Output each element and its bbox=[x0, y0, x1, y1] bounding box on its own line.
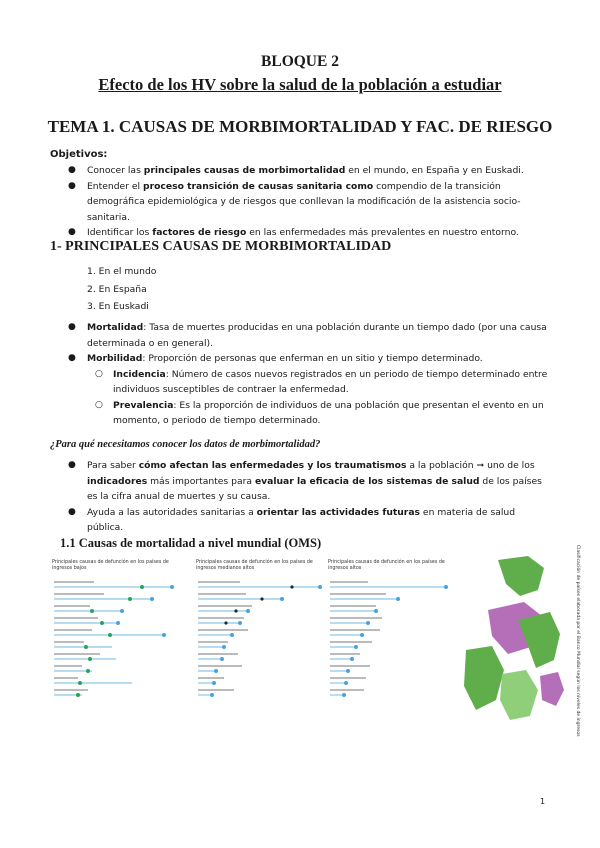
list-item: ● Entender el proceso transición de causas sanitaria como compendio de la transición demográfica epidemiológica y de riesgos que conllevan la modificación de la asistencia socio-sanitaria. bbox=[68, 180, 521, 223]
chart-high-income bbox=[328, 560, 456, 712]
chart-title: Principales causas de defunción en los países de ingresos altos bbox=[328, 560, 445, 571]
objetivos-list bbox=[50, 163, 550, 241]
definition-mortalidad: ● Mortalidad: Tasa de muertes producidas en una población durante un tiempo dado (por una causa determinada o en general). bbox=[68, 322, 547, 349]
list-item: 3. En Euskadi bbox=[87, 301, 149, 312]
list-item: ● Ayuda a las autoridades sanitarias a orientar las actividades futuras en materia de salud pública. bbox=[68, 506, 516, 533]
list-item: ● Para saber cómo afectan las enfermedades y los traumatismos a la población ➞ uno de los indicadores más importantes para evaluar la eficacia de los sistemas de salud de los países es la cifra anual de muertes y su causa. bbox=[68, 460, 542, 502]
bloque-heading: BLOQUE 2 bbox=[261, 53, 339, 70]
chart-upper-middle-plot bbox=[196, 578, 324, 712]
income-classification-map bbox=[458, 550, 568, 728]
list-item: 1. En el mundo bbox=[87, 266, 157, 277]
question-heading: ¿Para qué necesitamos conocer los datos de morbimortalidad? bbox=[50, 439, 321, 450]
chart-low-income bbox=[52, 560, 180, 712]
map-title: Clasificación de países elaborada por el Banco Mundial según los niveles de ingresos bbox=[575, 545, 580, 737]
chart-title: Principales causas de defunción en los países de ingresos medianos altos bbox=[196, 560, 313, 571]
tema-heading: TEMA 1. CAUSAS DE MORBIMORTALIDAD Y FAC. DE RIESGO bbox=[47, 117, 553, 136]
list-item: ● Identificar los factores de riesgo en las enfermedades más prevalentes en nuestro entorno. bbox=[68, 227, 519, 238]
list-item: ● Conocer las principales causas de morbimortalidad en el mundo, en España y en Euskadi. bbox=[68, 165, 524, 176]
chart-low-income-plot bbox=[52, 578, 180, 712]
chart-upper-middle-income bbox=[196, 560, 324, 712]
definition-morbilidad: ● Morbilidad: Proporción de personas que enferman en un sitio y tiempo determinado. ○ Incidencia: Número de casos nuevos registrados en un periodo de tiempo determinado entre individuos susceptibles de contraer la enfermedad. ○ Prevalencia: Es la proporción de individuos de una población que presentan el evento en un momento, o periodo de tiempo determinado. bbox=[50, 351, 550, 429]
chart-high-income-plot bbox=[328, 578, 456, 712]
document-subtitle: Efecto de los HV sobre la salud de la población a estudiar bbox=[98, 75, 502, 94]
section-heading: 1- PRINCIPALES CAUSAS DE MORBIMORTALIDAD bbox=[50, 239, 392, 254]
definition-incidencia: ○ Incidencia: Número de casos nuevos registrados en un periodo de tiempo determinado entre individuos susceptibles de contraer la enfermedad. bbox=[95, 368, 548, 395]
page-number: 1 bbox=[540, 797, 546, 806]
answers-list bbox=[50, 458, 550, 536]
numbered-list bbox=[87, 263, 156, 316]
list-item: 2. En España bbox=[87, 283, 147, 295]
definitions-list bbox=[50, 320, 550, 429]
subsection-heading: 1.1 Causas de mortalidad a nivel mundial (OMS) bbox=[60, 536, 322, 550]
chart-title: Principales causas de defunción en los países de ingresos bajos bbox=[52, 560, 169, 571]
definition-prevalencia: ○ Prevalencia: Es la proporción de individuos de una población que presentan el evento en un momento, o periodo de tiempo determinado. bbox=[95, 399, 544, 426]
objetivos-label: Objetivos: bbox=[50, 149, 108, 160]
